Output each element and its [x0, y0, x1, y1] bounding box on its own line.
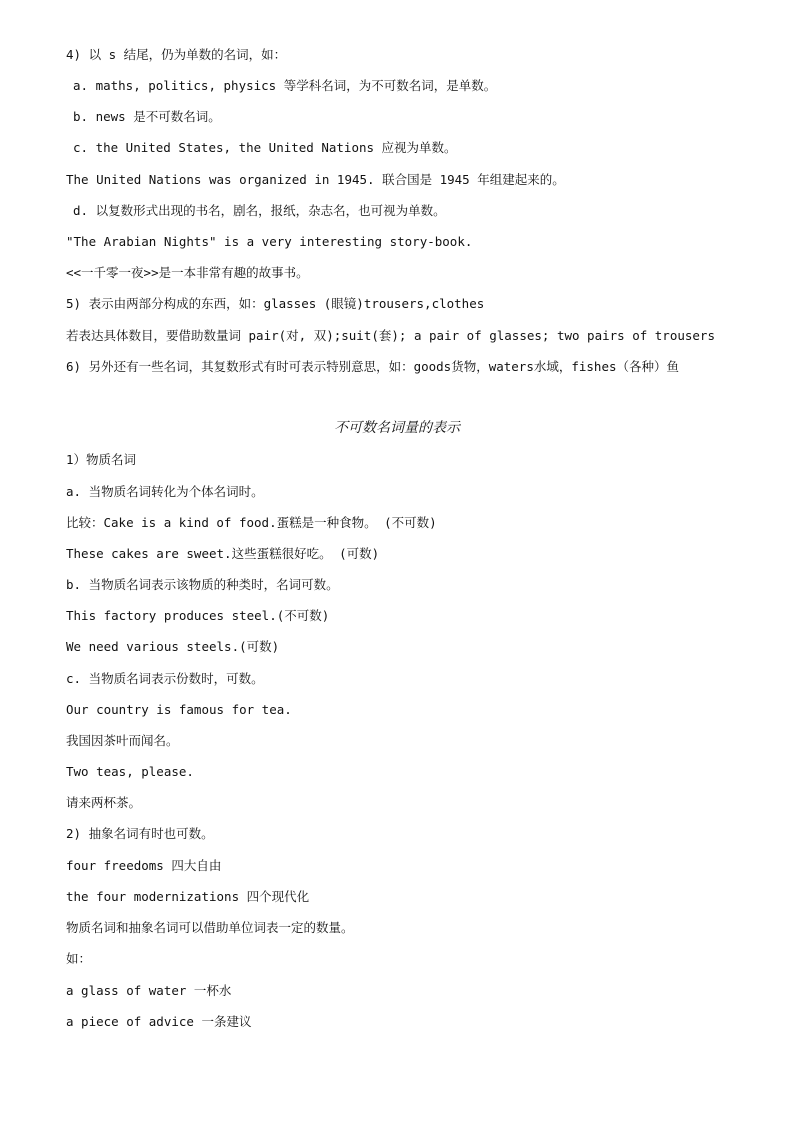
rule-1-heading: 1）物质名词: [66, 452, 137, 467]
example-tea-zh: 我国因茶叶而闻名。: [66, 733, 179, 748]
compare-cake: 比较：Cake is a kind of food.蛋糕是一种食物。 (不可数): [66, 515, 437, 530]
sub-item-a: a. 当物质名词转化为个体名词时。: [66, 484, 264, 499]
rule-5-note: 若表达具体数目，要借助数量词 pair(对, 双);suit(套); a pair of glasses; two pairs of trousers: [66, 328, 715, 343]
item-d-text: d. 以复数形式出现的书名，剧名，报纸，杂志名，也可视为单数。: [73, 203, 446, 218]
example-piece-of-advice: a piece of advice 一条建议: [66, 1014, 252, 1029]
example-steel-uncountable: This factory produces steel.(不可数): [66, 608, 330, 623]
rule-2-heading: 2) 抽象名词有时也可数。: [66, 826, 214, 841]
example-arabian-nights-zh: <<一千零一夜>>是一本非常有趣的故事书。: [66, 265, 309, 280]
example-modernizations: the four modernizations 四个现代化: [66, 889, 310, 904]
example-glass-of-water: a glass of water 一杯水: [66, 983, 232, 998]
such-as-label: 如：: [66, 951, 92, 966]
rule-6-text: 6) 另外还有一些名词，其复数形式有时可表示特别意思，如：goods货物，waters水域，fishes（各种）鱼: [66, 359, 680, 374]
section-heading: 不可数名词量的表示: [334, 420, 460, 436]
sub-item-b: b. 当物质名词表示该物质的种类时，名词可数。: [66, 577, 339, 592]
example-tea-en: Our country is famous for tea.: [66, 702, 292, 717]
example-united-nations: The United Nations was organized in 1945. 联合国是 1945 年组建起来的。: [66, 172, 565, 187]
example-cakes: These cakes are sweet.这些蛋糕很好吃。 (可数): [66, 546, 380, 561]
item-c-text: c. the United States, the United Nations 应视为单数。: [73, 140, 457, 155]
unit-words-note: 物质名词和抽象名词可以借助单位词表一定的数量。: [66, 920, 354, 935]
item-a-text: a. maths, politics, physics 等学科名词，为不可数名词，是单数。: [73, 78, 497, 93]
example-teas-en: Two teas, please.: [66, 764, 194, 779]
example-arabian-nights-en: "The Arabian Nights" is a very interesting story-book.: [66, 234, 473, 249]
sub-item-c: c. 当物质名词表示份数时，可数。: [66, 671, 264, 686]
example-teas-zh: 请来两杯茶。: [66, 795, 142, 810]
item-b-text: b. news 是不可数名词。: [73, 109, 221, 124]
example-steel-countable: We need various steels.(可数): [66, 639, 280, 654]
example-freedoms: four freedoms 四大自由: [66, 858, 222, 873]
rule-5-text: 5) 表示由两部分构成的东西，如：glasses (眼镜)trousers,clothes: [66, 296, 485, 311]
rule-4-text: 4) 以 s 结尾，仍为单数的名词，如：: [66, 47, 287, 62]
